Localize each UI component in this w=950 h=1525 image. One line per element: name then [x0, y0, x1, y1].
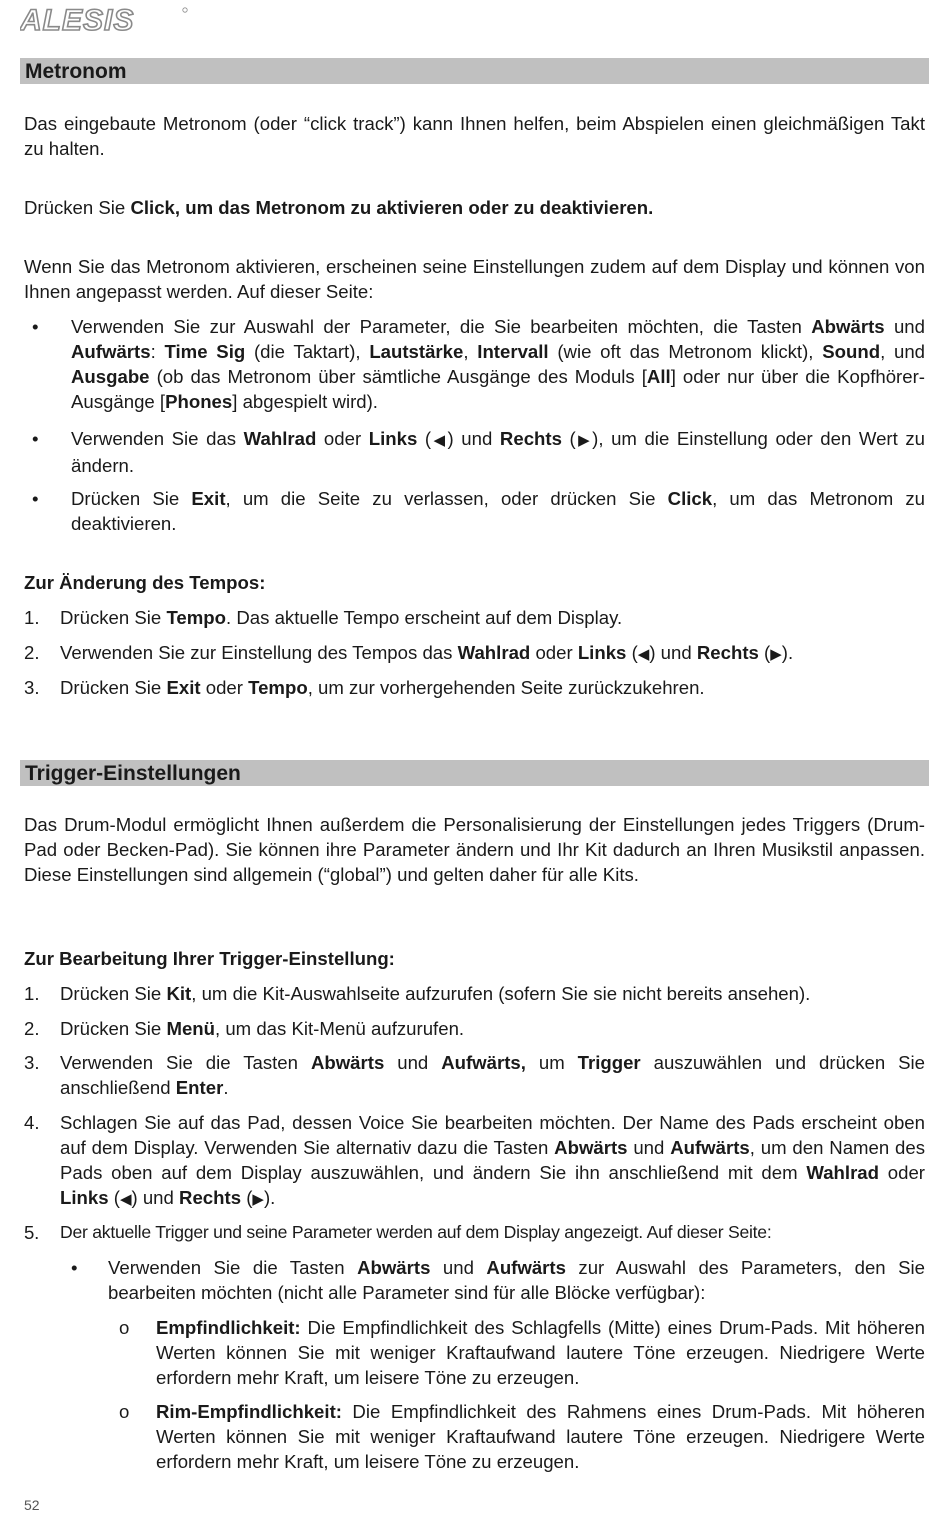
- list-item: 2. Verwenden Sie zur Einstellung des Tempos das Wahlrad oder Links (◀) und Rechts (▶).: [24, 642, 794, 663]
- metronom-display-intro: Wenn Sie das Metronom aktivieren, erscheinen seine Einstellungen zudem auf dem Display und können von Ihnen angepasst werden. Auf dieser Seite:: [24, 256, 925, 302]
- trigger-heading: Zur Bearbeitung Ihrer Trigger-Einstellung:: [24, 948, 395, 969]
- right-arrow-icon: ▶: [575, 432, 593, 449]
- page-number: 52: [24, 1497, 40, 1513]
- list-item: • Verwenden Sie das Wahlrad oder Links (◀) und Rechts (▶), um die Einstellung oder den Wert zu ändern.: [32, 428, 926, 476]
- step-number: 3.: [24, 677, 40, 698]
- list-item: • Verwenden Sie die Tasten Abwärts und Aufwärts zur Auswahl des Parameters, den Sie bearbeiten möchten (nicht alle Parameter sind für alle Blöcke verfügbar):: [71, 1257, 925, 1303]
- list-item: 1. Drücken Sie Tempo. Das aktuelle Tempo erscheint auf dem Display.: [24, 607, 623, 628]
- section-title-trigger: [20, 760, 929, 786]
- list-item: • Verwenden Sie zur Auswahl der Parameter, die Sie bearbeiten möchten, die Tasten Abwärts und Aufwärts: Time Sig (die Taktart), Lautstärke, Intervall (wie oft das Metronom klickt), Sound, und Ausgabe (ob das Metronom über sämtliche Ausgänge des Moduls [All] oder nur über die Kopfhörer-Ausgänge [Phones] abgespielt wird).: [32, 316, 926, 412]
- list-item: 5. Der aktuelle Trigger und seine Parameter werden auf dem Display angezeigt. Auf dieser Seite:: [24, 1222, 772, 1243]
- metronom-press-click: Drücken Sie Click, um das Metronom zu aktivieren oder zu deaktivieren.: [24, 197, 654, 218]
- list-item: 1. Drücken Sie Kit, um die Kit-Auswahlseite aufzurufen (sofern Sie sie nicht bereits ansehen).: [24, 983, 811, 1004]
- section-title-metronom: [20, 58, 929, 84]
- list-item: o Empfindlichkeit: Die Empfindlichkeit des Schlagfells (Mitte) eines Drum-Pads. Mit höheren Werten können Sie mit weniger Kraftaufwand lautere Töne erzeugen. Niedrigere Werte erfordern mehr Kraft, um leisere Töne zu erzeugen.: [119, 1317, 925, 1388]
- section-title-text: Metronom: [25, 60, 127, 83]
- step-number: 2.: [24, 1018, 40, 1039]
- step-number: 1.: [24, 983, 40, 1004]
- section-title-text: Trigger-Einstellungen: [25, 762, 241, 785]
- right-arrow-icon: ▶: [252, 1191, 264, 1208]
- list-item: • Drücken Sie Exit, um die Seite zu verlassen, oder drücken Sie Click, um das Metronom zu deaktivieren.: [32, 488, 925, 534]
- sub-bullet-marker: o: [119, 1317, 130, 1338]
- list-item: 3. Verwenden Sie die Tasten Abwärts und Aufwärts, um Trigger auszuwählen und drücken Sie anschließend Enter.: [24, 1052, 926, 1098]
- left-arrow-icon: ◀: [431, 432, 448, 449]
- list-item: 3. Drücken Sie Exit oder Tempo, um zur vorhergehenden Seite zurückzukehren.: [24, 677, 705, 698]
- step-number: 1.: [24, 607, 40, 628]
- sub-bullet-marker: o: [119, 1401, 130, 1422]
- logo-text: ALESIS: [20, 4, 135, 34]
- trigger-intro: Das Drum-Modul ermöglicht Ihnen außerdem die Personalisierung der Einstellungen jedes Triggers (Drum-Pad oder Becken-Pad). Sie können ihre Parameter ändern und Ihr Kit dadurch an Ihren Musikstil anpassen. Diese Einstellungen sind allgemein (“global”) und gelten daher für alle Kits.: [24, 814, 925, 885]
- bullet-marker: •: [32, 428, 39, 449]
- list-item: o Rim-Empfindlichkeit: Die Empfindlichkeit des Rahmens eines Drum-Pads. Mit höheren Werten können Sie mit weniger Kraftaufwand lautere Töne erzeugen. Niedrigere Werte erfordern mehr Kraft, um leisere Töne zu erzeugen.: [119, 1401, 925, 1472]
- right-arrow-icon: ▶: [770, 646, 782, 663]
- metronom-intro: Das eingebaute Metronom (oder “click track”) kann Ihnen helfen, beim Abspielen einen gleichmäßigen Takt zu halten.: [24, 113, 925, 159]
- left-arrow-icon: ◀: [637, 646, 650, 663]
- bullet-marker: •: [32, 316, 39, 337]
- step-number: 4.: [24, 1112, 40, 1133]
- step-number: 2.: [24, 642, 40, 663]
- bullet-marker: •: [71, 1257, 78, 1278]
- bullet-marker: •: [32, 488, 39, 509]
- left-arrow-icon: ◀: [119, 1191, 132, 1208]
- list-item: 2. Drücken Sie Menü, um das Kit-Menü aufzurufen.: [24, 1018, 465, 1039]
- alesis-logo: [20, 4, 190, 34]
- tempo-heading: Zur Änderung des Tempos:: [24, 572, 266, 593]
- step-number: 5.: [24, 1222, 40, 1243]
- step-number: 3.: [24, 1052, 40, 1073]
- list-item: 4. Schlagen Sie auf das Pad, dessen Voice Sie bearbeiten möchten. Der Name des Pads erscheint oben auf dem Display. Verwenden Sie alternativ dazu die Tasten Abwärts und Aufwärts, um den Namen des Pads oben auf dem Display auszuwählen, und ändern Sie ihn anschließend mit dem Wahlrad oder Links (◀) und Rechts (▶).: [24, 1112, 926, 1208]
